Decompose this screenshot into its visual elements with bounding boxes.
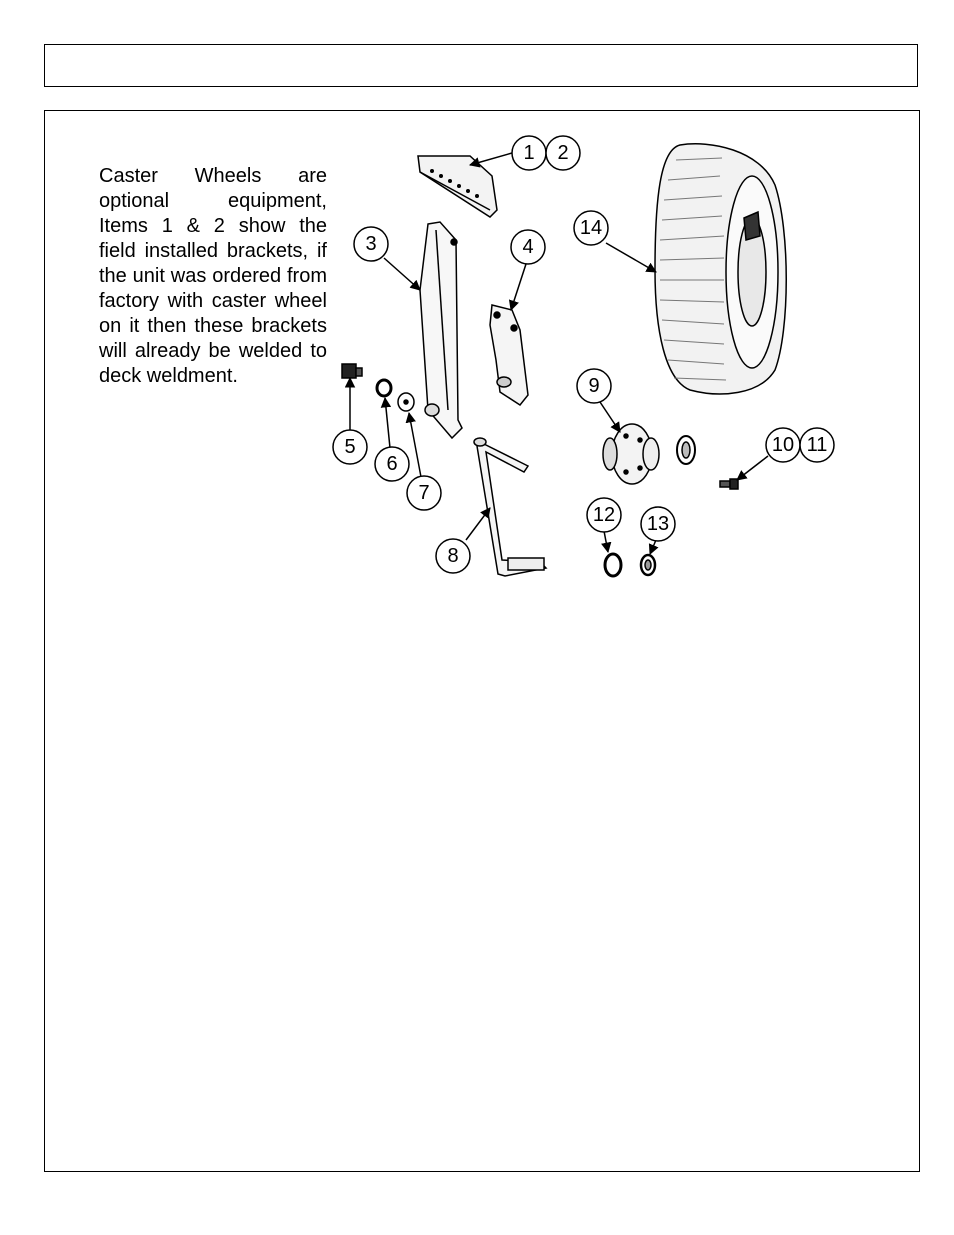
- callout-label-11: 11: [806, 434, 828, 456]
- part-wheel-hub: [603, 424, 659, 484]
- part-hub-cap: [677, 436, 695, 464]
- callout-label-3: 3: [365, 233, 377, 255]
- leader-7: [409, 413, 421, 477]
- leader-14: [606, 243, 656, 272]
- part-tire: [655, 144, 786, 394]
- leader-8: [466, 508, 490, 540]
- callout-label-5: 5: [344, 436, 356, 458]
- part-bearing: [605, 554, 621, 576]
- part-caster-fork: [474, 438, 546, 576]
- part-swivel-arm: [420, 222, 462, 438]
- part-mounting-bracket: [418, 156, 497, 217]
- leader-12: [604, 531, 608, 552]
- leader-9: [600, 402, 620, 432]
- callout-label-9: 9: [588, 375, 600, 397]
- part-plate-bracket: [490, 305, 528, 405]
- callout-label-8: 8: [447, 545, 459, 567]
- callout-label-1: 1: [523, 142, 535, 164]
- part-lug-bolt: [720, 479, 738, 489]
- part-bushing: [377, 380, 391, 396]
- callout-label-4: 4: [522, 236, 534, 258]
- caster-wheel-description: Caster Wheels are optional equipment, Items 1 & 2 show the field installed brackets, if the unit was ordered from factory with caster wheel on it then these brackets will already be welded to deck weldment.: [99, 165, 327, 387]
- callout-label-10: 10: [771, 434, 795, 456]
- leader-13: [650, 540, 656, 554]
- leader-1-2: [470, 153, 512, 165]
- callout-label-6: 6: [386, 453, 398, 475]
- part-nut: [641, 555, 655, 575]
- part-bolt: [342, 364, 362, 378]
- callout-label-2: 2: [557, 142, 569, 164]
- callout-label-12: 12: [592, 504, 616, 526]
- callout-label-14: 14: [579, 217, 603, 239]
- leader-10-11: [737, 456, 768, 480]
- leader-3: [384, 258, 420, 290]
- part-washer: [398, 393, 414, 411]
- leader-6: [385, 398, 390, 448]
- leader-4: [511, 264, 526, 310]
- callout-label-13: 13: [646, 513, 670, 535]
- callout-label-7: 7: [418, 482, 430, 504]
